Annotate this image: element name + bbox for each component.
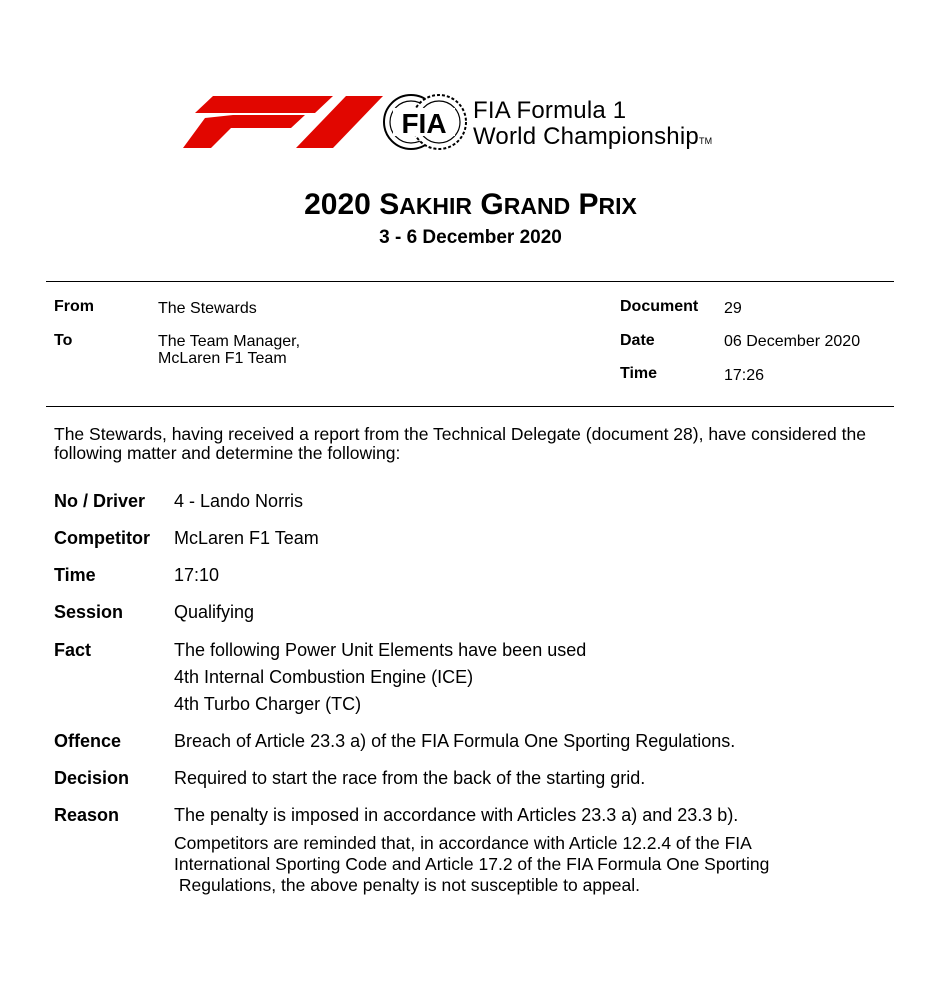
event-name-word2 [480, 188, 570, 221]
reason-line4: Regulations, the above penalty is not susceptible to appeal. [174, 875, 641, 895]
time-label: Time [620, 365, 658, 382]
header-top-divider [46, 281, 894, 282]
fact-line2: 4th Internal Combustion Engine (ICE) [174, 667, 474, 687]
event-name-rest1: AKHIR [399, 193, 473, 219]
document-value: 29 [724, 300, 742, 317]
f1-logo-icon [183, 96, 383, 148]
intro-paragraph: The Stewards, having received a report from the Technical Delegate (document 28), have considered the following matter and determine the following: [54, 424, 866, 463]
session-label: Session [54, 602, 124, 622]
from-label: From [54, 298, 94, 315]
event-name-cap3: P [578, 188, 599, 221]
event-name-cap1: S [379, 188, 400, 221]
competitor-value: McLaren F1 Team [174, 528, 319, 548]
f1-championship-logo [183, 72, 779, 172]
event-name-rest3: RIX [598, 193, 637, 219]
wordmark-line2: World Championship [473, 123, 699, 150]
fia-badge-icon [383, 92, 467, 152]
championship-wordmark [473, 98, 712, 154]
event-name-rest2: RAND [503, 193, 571, 219]
to-value-line2: McLaren F1 Team [158, 350, 287, 367]
time-value: 17:26 [724, 367, 765, 384]
reason-line3: International Sporting Code and Article 17.2 of the FIA Formula One Sporting [174, 854, 770, 874]
header-bottom-divider [46, 406, 894, 407]
fact-label: Fact [54, 640, 92, 660]
decision-value: Required to start the race from the back of the starting grid. [174, 768, 646, 788]
offence-value: Breach of Article 23.3 a) of the FIA Formula One Sporting Regulations. [174, 731, 736, 751]
date-label: Date [620, 332, 655, 349]
competitor-label: Competitor [54, 528, 150, 548]
wordmark-tm: TM [698, 136, 713, 146]
time-field-label: Time [54, 565, 96, 585]
wordmark-line1: FIA Formula 1 [473, 97, 627, 124]
driver-value: 4 - Lando Norris [174, 491, 304, 511]
date-value: 06 December 2020 [724, 333, 861, 350]
reason-line1: The penalty is imposed in accordance with Articles 23.3 a) and 23.3 b). [174, 805, 739, 825]
fact-line1: The following Power Unit Elements have been used [174, 640, 587, 660]
from-value: The Stewards [158, 300, 257, 317]
fact-line3: 4th Turbo Charger (TC) [174, 694, 362, 714]
to-value-line1: The Team Manager, [158, 333, 301, 350]
event-dates: 3 - 6 December 2020 [379, 227, 562, 248]
reason-label: Reason [54, 805, 120, 825]
event-name-word1 [379, 188, 472, 221]
offence-label: Offence [54, 731, 122, 751]
to-label: To [54, 332, 73, 349]
event-name-cap2: G [480, 188, 504, 221]
decision-label: Decision [54, 768, 130, 788]
event-year: 2020 [304, 188, 371, 221]
reason-line2: Competitors are reminded that, in accordance with Article 12.2.4 of the FIA [174, 833, 752, 853]
driver-label: No / Driver [54, 491, 146, 511]
fia-badge-text: FIA [401, 108, 447, 139]
event-title [0, 188, 941, 222]
time-field-value: 17:10 [174, 565, 220, 585]
session-value: Qualifying [174, 602, 255, 622]
event-name-word3 [579, 188, 637, 221]
document-label: Document [620, 298, 699, 315]
